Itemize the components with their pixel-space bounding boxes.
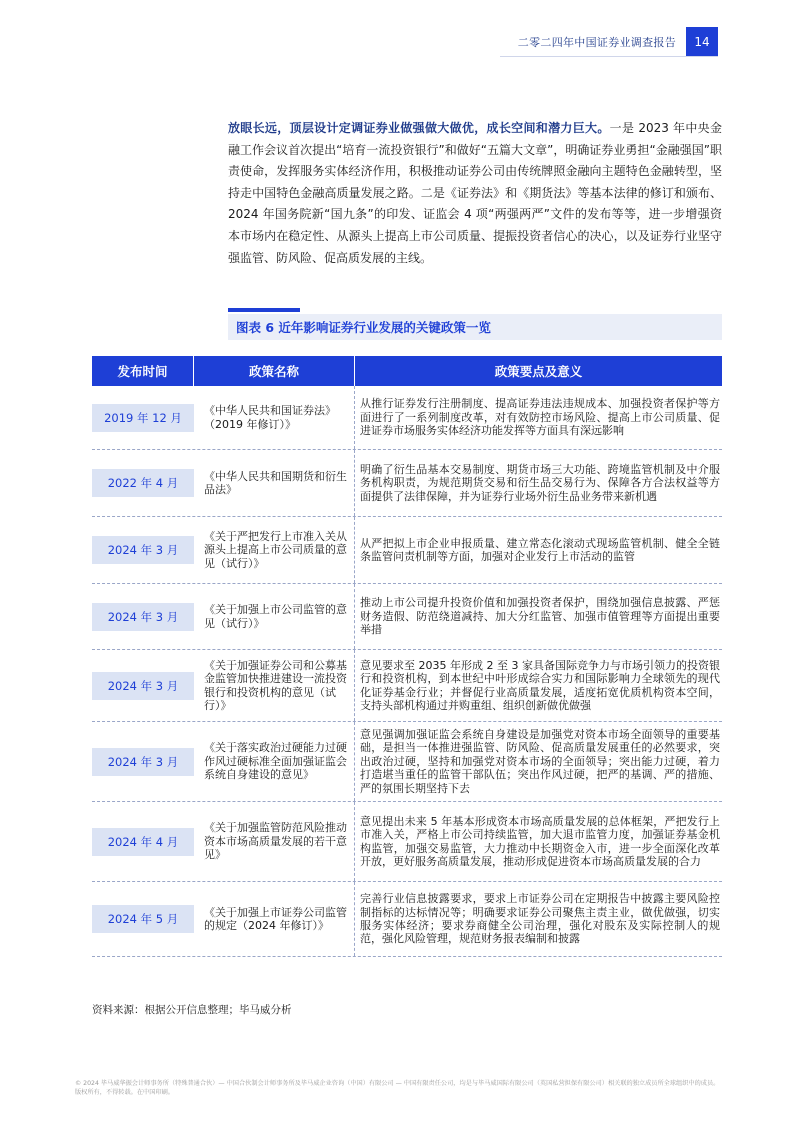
table-row	[92, 450, 722, 517]
row-date: 2022 年 4 月	[92, 469, 194, 497]
row-policy-name: 《中华人民共和国期货和衍生品法》	[194, 450, 355, 516]
row-policy-desc: 从推行证券发行注册制度、提高证券违法违规成本、加强投资者保护等方面进行了一系列制度改革，对有效防控市场风险、提高上市公司质量、促进证券市场服务实体经济功能发挥等方面具有深远影响	[360, 397, 720, 438]
figure-title: 图表 6 近年影响证券行业发展的关键政策一览	[236, 320, 491, 335]
row-policy-desc: 意见强调加强证监会系统自身建设是加强党对资本市场全面领导的重要基础，是担当一体推进强监管、防风险、促高质量发展重任的必然要求，突出政治过硬，坚持和加强党对资本市场的全面领导；突出能力过硬，着力打造堪当重任的监管干部队伍；突出作风过硬，把严的基调、严的措施、严的氛围长期坚持下去	[360, 727, 720, 795]
row-date: 2024 年 3 月	[92, 748, 194, 776]
page-number: 14	[686, 27, 718, 57]
row-policy-desc: 完善行业信息披露要求，要求上市证券公司在定期报告中披露主要风险控制指标的达标情况等；明确要求证券公司聚焦主责主业，做优做强，切实服务实体经济；要求券商健全公司治理，强化对股东及实际控制人的规范，强化风险管理，规范财务报表编制和披露	[360, 892, 720, 946]
header-date: 发布时间	[92, 356, 194, 386]
row-policy-desc: 明确了衍生品基本交易制度、期货市场三大功能、跨境监管机制及中介服务机构职责，为规范期货交易和衍生品交易行为、保障各方合法权益等方面提供了法律保障，并为证券行业场外衍生品业务带来新机遇	[360, 462, 720, 503]
row-policy-desc: 推动上市公司提升投资价值和加强投资者保护，围绕加强信息披露、严惩财务造假、防范绕道减持、加大分红监管、加强市值管理等方面提出重要举措	[360, 596, 720, 637]
row-policy-name: 《关于加强监管防范风险推动资本市场高质量发展的若干意见》	[194, 802, 355, 881]
row-date: 2024 年 3 月	[92, 672, 194, 700]
row-policy-name: 《关于加强上市公司监管的意见（试行）》	[194, 584, 355, 649]
header-policy-name: 政策名称	[194, 356, 355, 386]
row-date: 2024 年 3 月	[92, 536, 194, 564]
figure-accent-bar	[228, 308, 300, 312]
table-row	[92, 802, 722, 882]
row-policy-name: 《关于加强上市证券公司监管的规定（2024 年修订）》	[194, 882, 355, 956]
table-row	[92, 882, 722, 957]
header-divider	[500, 56, 718, 57]
table-row	[92, 722, 722, 802]
intro-paragraph	[228, 118, 722, 269]
table-row	[92, 517, 722, 584]
report-title: 二零二四年中国证券业调查报告	[517, 36, 676, 49]
table-row	[92, 650, 722, 722]
source-note: 资料来源：根据公开信息整理；毕马威分析	[92, 1004, 292, 1016]
header-policy-points: 政策要点及意义	[494, 364, 583, 379]
row-date: 2024 年 3 月	[92, 603, 194, 631]
row-date: 2024 年 5 月	[92, 905, 194, 933]
table-row	[92, 584, 722, 650]
row-date: 2024 年 4 月	[92, 828, 194, 856]
row-policy-desc: 意见要求至 2035 年形成 2 至 3 家具备国际竞争力与市场引领力的投资银行和投资机构，到本世纪中叶形成综合实力和国际影响力全球领先的现代化证券基金行业；并督促行业高质量发展，适度拓宽优质机构资本空间，支持头部机构通过并购重组、组织创新做优做强	[360, 658, 720, 712]
intro-body: 一是 2023 年中央金融工作会议首次提出“培育一流投资银行”和做好“五篇大文章”，明确证券业勇担“金融强国”职责使命，发挥服务实体经济作用，积极推动证券公司由传统牌照金融向主题特色金融转型，坚持走中国特色金融高质量发展之路。二是《证券法》和《期货法》等基本法律的修订和颁布、2024 年国务院新“国九条”的印发、证监会 4 项“两强两严”文件的发布等等，进一步增强资本市场内在稳定性、从源头上提高上市公司质量、提振投资者信心的决心，以及证券行业坚守强监管、防风险、促高质发展的主线。	[228, 121, 722, 265]
row-date: 2019 年 12 月	[92, 404, 194, 432]
row-policy-name: 《中华人民共和国证券法》（2019 年修订）》	[194, 386, 355, 449]
row-policy-name: 《关于落实政治过硬能力过硬作风过硬标准全面加强证监会系统自身建设的意见》	[194, 722, 355, 801]
copyright-footer: © 2024 毕马威华振会计师事务所（特殊普通合伙）— 中国合伙制会计师事务所及毕马威企业咨询（中国）有限公司 — 中国有限责任公司，均是与毕马威国际有限公司（英国私营担保有限公司）相关联的独立成员所全球组织中的成员。版权所有，不得转载。在中国印刷。	[75, 1080, 720, 1096]
row-policy-name: 《关于严把发行上市准入关从源头上提高上市公司质量的意见（试行）》	[194, 517, 355, 583]
table-header	[92, 356, 722, 386]
row-policy-desc: 意见提出未来 5 年基本形成资本市场高质量发展的总体框架，严把发行上市准入关，严格上市公司持续监管，加大退市监管力度，加强证券基金机构监管，加强交易监管，大力推动中长期资金入市，进一步全面深化改革开放，更好服务高质量发展，推动形成促进资本市场高质量发展的合力	[360, 814, 720, 868]
intro-lead: 放眼长远，顶层设计定调证券业做强做大做优，成长空间和潜力巨大。	[228, 121, 610, 135]
row-policy-desc: 从严把拟上市企业申报质量、建立常态化滚动式现场监管机制、健全全链条监管问责机制等方面，加强对企业发行上市活动的监管	[360, 536, 720, 563]
row-policy-name: 《关于加强证券公司和公募基金监管加快推进建设一流投资银行和投资机构的意见（试行）》	[194, 650, 355, 721]
page-header	[518, 27, 718, 57]
figure-caption-box	[228, 314, 722, 340]
table-row	[92, 386, 722, 450]
policy-table	[92, 356, 722, 957]
